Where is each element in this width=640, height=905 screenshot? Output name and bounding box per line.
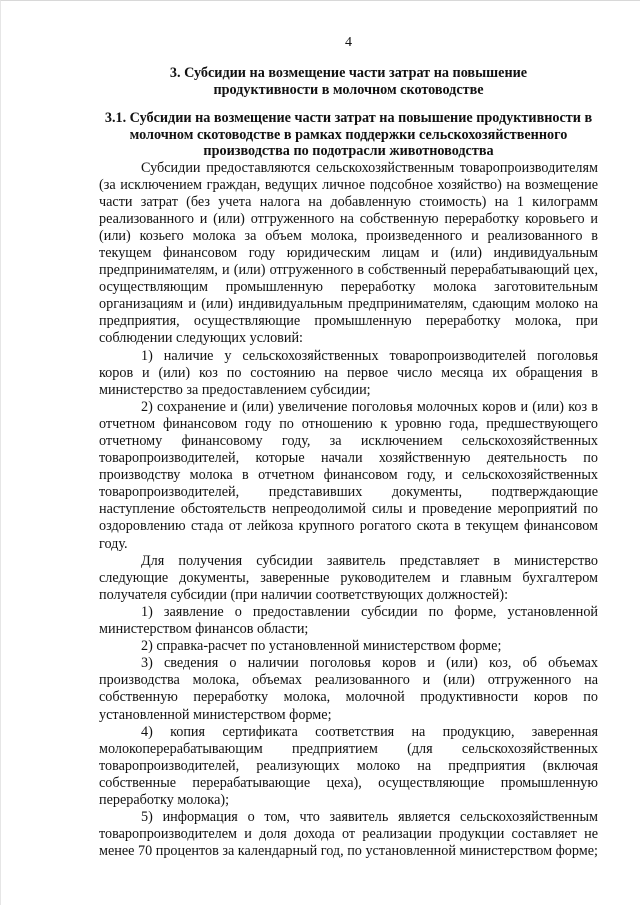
documents-paragraph: Для получения субсидии заявитель представляет в министерство следующие документы, заверенные руководителем и главным бухгалтером получателя субсидии (при наличии соответствующих должностей): (99, 552, 598, 603)
condition-2: 2) сохранение и (или) увеличение поголовья молочных коров и (или) коз в отчетном финансовом году по отношению к уровню года, предшествующего отчетному финансовому году, за исключением сельскохозяйственных товаропроизводителей, которые начали хозяйственную деятельность по производству молока в отчетном финансовом году, и сельскохозяйственных товаропроизводителей, представивших документы, подтверждающие наступление обстоятельств непреодолимой силы и проведение мероприятий по оздоровлению стада от лейкоза крупного рогатого скота в текущем финансовом году. (99, 398, 598, 552)
document-item-5: 5) информация о том, что заявитель является сельскохозяйственным товаропроизводителем и доля дохода от реализации продукции составляет не менее 70 процентов за календарный год, по установленной министерством форме; (99, 809, 598, 860)
document-item-4: 4) копия сертификата соответствия на продукцию, заверенная молокоперерабатывающим предприятием (для сельскохозяйственных товаропроизводителей, реализующих молоко на предприятия (включая собственные перерабатывающие цеха), осуществляющие промышленную переработку молока); (99, 723, 598, 808)
page-number: 4 (345, 35, 352, 50)
section-title: 3. Субсидии на возмещение части затрат на повышение продуктивности в молочном скотоводстве (169, 65, 528, 98)
document-item-3: 3) сведения о наличии поголовья коров и (или) коз, об объемах производства молока, объемах реализованного и (или) отгруженного на собственную переработку молока, молочной продуктивности коров по установленной министерством форме; (99, 655, 598, 723)
intro-paragraph: Субсидии предоставляются сельскохозяйственным товаропроизводителям (за исключением граждан, ведущих личное подсобное хозяйство) на возмещение части затрат (без учета налога на добавленную стоимость) на 1 килограмм реализованного и (или) отгруженного на собственную переработку коровьего и (или) козьего молока за объем молока, произведенного и реализованного в текущем финансовом году юридическим лицам и (или) индивидуальным предпринимателям, и (или) отгруженного в собственный перерабатывающий цех, осуществляющим промышленную переработку молока заготовительным организациям и (или) индивидуальным предпринимателям, сдающим молоко на предприятия, осуществляющие промышленную переработку молока, при соблюдении следующих условий: (99, 159, 598, 347)
document-item-2: 2) справка-расчет по установленной министерством форме; (141, 638, 502, 655)
document-item-1: 1) заявление о предоставлении субсидии по форме, установленной министерством финансов области; (99, 603, 598, 638)
subsection-title: 3.1. Субсидии на возмещение части затрат на повышение продуктивности в молочном скотоводстве в рамках поддержки сельскохозяйственного производства по подотрасли животноводства (104, 110, 593, 159)
condition-1: 1) наличие у сельскохозяйственных товаропроизводителей поголовья коров и (или) коз по состоянию на первое число месяца их обращения в министерство за предоставлением субсидии; (99, 347, 598, 398)
